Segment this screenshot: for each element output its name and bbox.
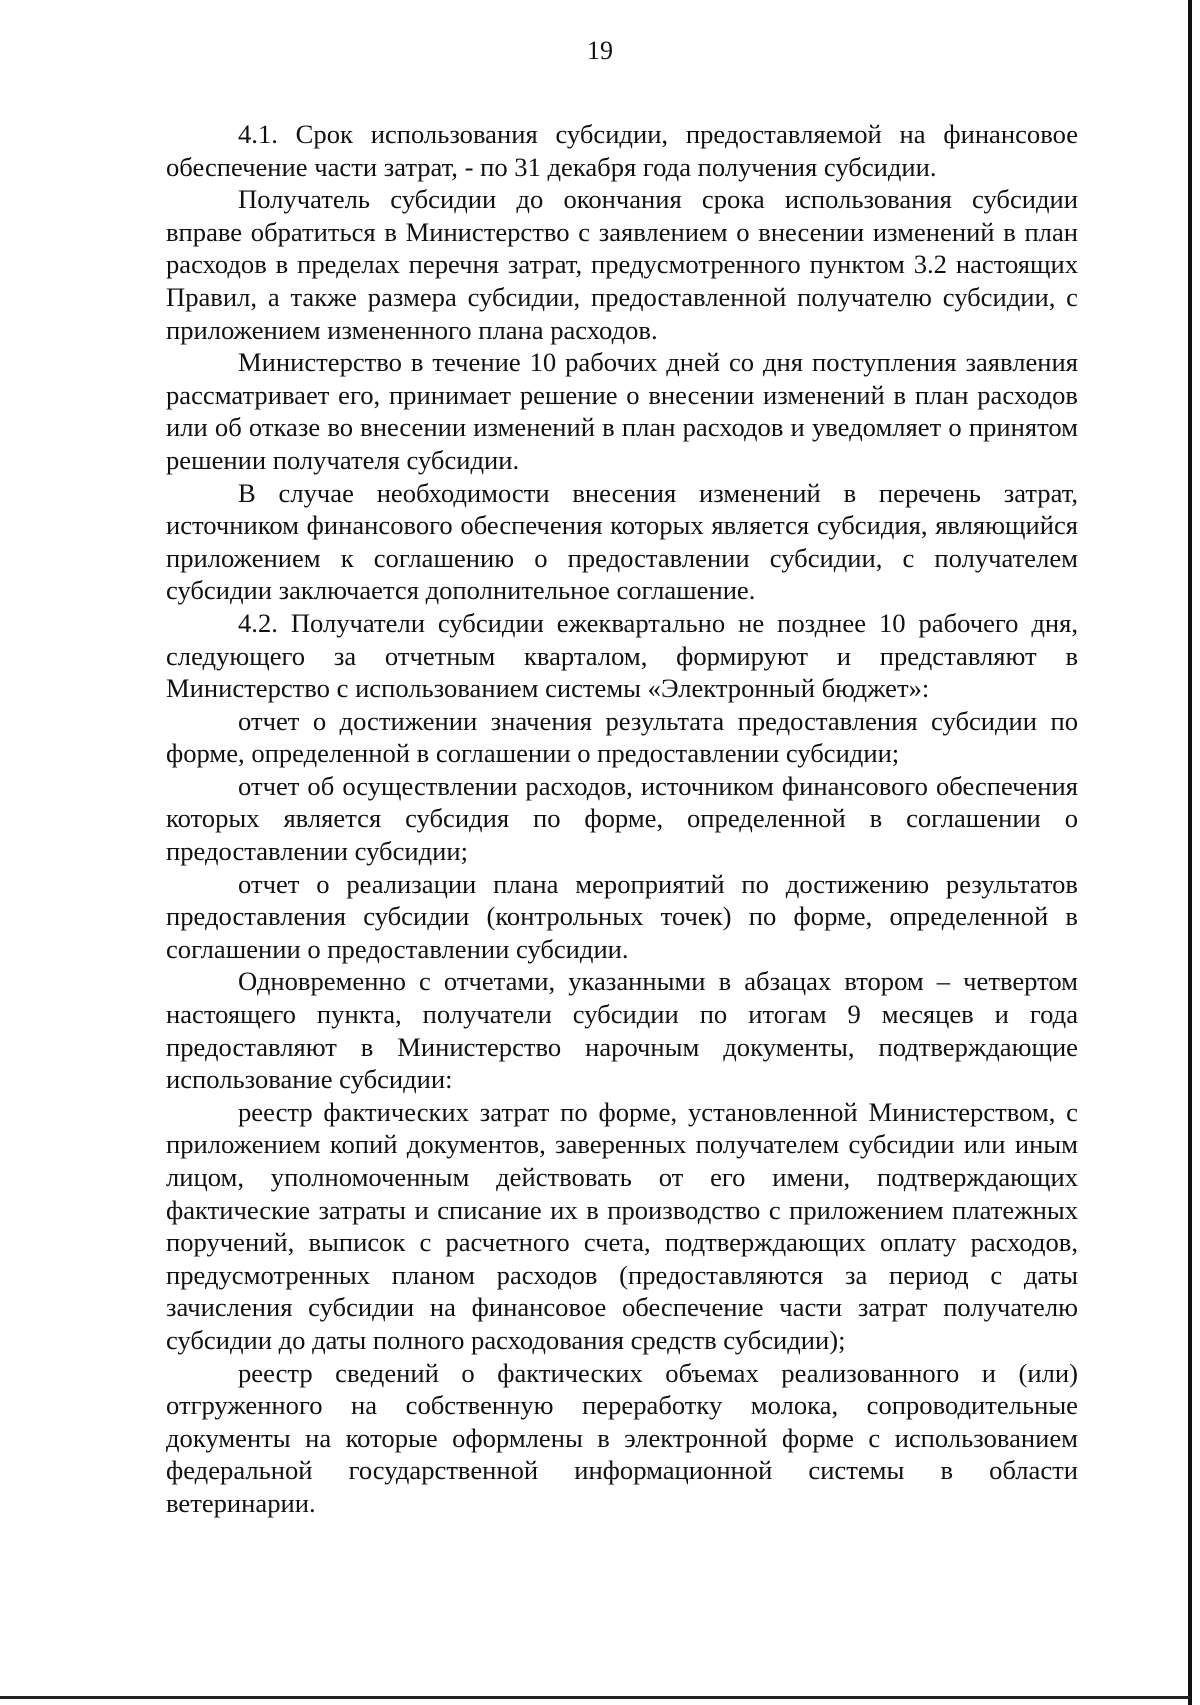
paragraph-report-result: отчет о достижении значения результата предоставления субсидии по форме, определенной в соглашении о предоставлении субсидии; [166, 705, 1078, 769]
page-number: 19 [587, 36, 613, 65]
paragraph-cost-register: реестр фактических затрат по форме, установленной Министерством, с приложением копий документов, заверенных получателем субсидии или иным лицом, уполномоченным действовать от его имени, подтверждающих фактические затраты и списание их в производство с приложением платежных поручений, выписок с расчетного счета, подтверждающих оплату расходов, предусмотренных планом расходов (предоставляются за период с даты зачисления субсидии на финансовое обеспечение части затрат получателю субсидии до даты полного расходования средств субсидии); [166, 1096, 1078, 1355]
body-text [166, 118, 1078, 1520]
paragraph-4-2: 4.2. Получатели субсидии ежеквартально не позднее 10 рабочего дня, следующего за отчетным кварталом, формируют и представляют в Министерство с использованием системы «Электронный бюджет»: [166, 607, 1078, 704]
paragraph-additional-agreement: В случае необходимости внесения изменений в перечень затрат, источником финансового обеспечения которых является субсидия, являющийся приложением к соглашению о предоставлении субсидии, с получателем субсидии заключается дополнительное соглашение. [166, 477, 1078, 606]
scan-edge-right [1188, 0, 1192, 1705]
scan-edge-bottom [0, 1696, 1190, 1699]
paragraph-report-expenses: отчет об осуществлении расходов, источником финансового обеспечения которых является субсидия по форме, определенной в соглашении о предоставлении субсидии; [166, 770, 1078, 867]
paragraph-plan-change-request: Получатель субсидии до окончания срока использования субсидии вправе обратиться в Министерство с заявлением о внесении изменений в план расходов в пределах перечня затрат, предусмотренного пунктом 3.2 настоящих Правил, а также размера субсидии, предоставленной получателю субсидии, с приложением измененного плана расходов. [166, 184, 1078, 345]
paragraph-ministry-review: Министерство в течение 10 рабочих дней со дня поступления заявления рассматривает его, принимает решение о внесении изменений в план расходов или об отказе во внесении изменений в план расходов и уведомляет о принятом решении получателя субсидии. [166, 347, 1078, 475]
paragraph-supporting-documents: Одновременно с отчетами, указанными в абзацах втором – четвертом настоящего пункта, получатели субсидии по итогам 9 месяцев и года предоставляют в Министерство нарочным документы, подтверждающие использование субсидии: [166, 966, 1078, 1095]
paragraph-milk-register: реестр сведений о фактических объемах реализованного и (или) отгруженного на собственную переработку молока, сопроводительные документы на которые оформлены в электронной форме с использованием федеральной государственной информационной системы в области ветеринарии. [166, 1357, 1078, 1518]
paragraph-report-plan: отчет о реализации плана мероприятий по достижению результатов предоставления субсидии (контрольных точек) по форме, определенной в соглашении о предоставлении субсидии. [166, 868, 1078, 964]
paragraph-4-1: 4.1. Срок использования субсидии, предоставляемой на финансовое обеспечение части затрат, - по 31 декабря года получения субсидии. [166, 119, 1078, 182]
